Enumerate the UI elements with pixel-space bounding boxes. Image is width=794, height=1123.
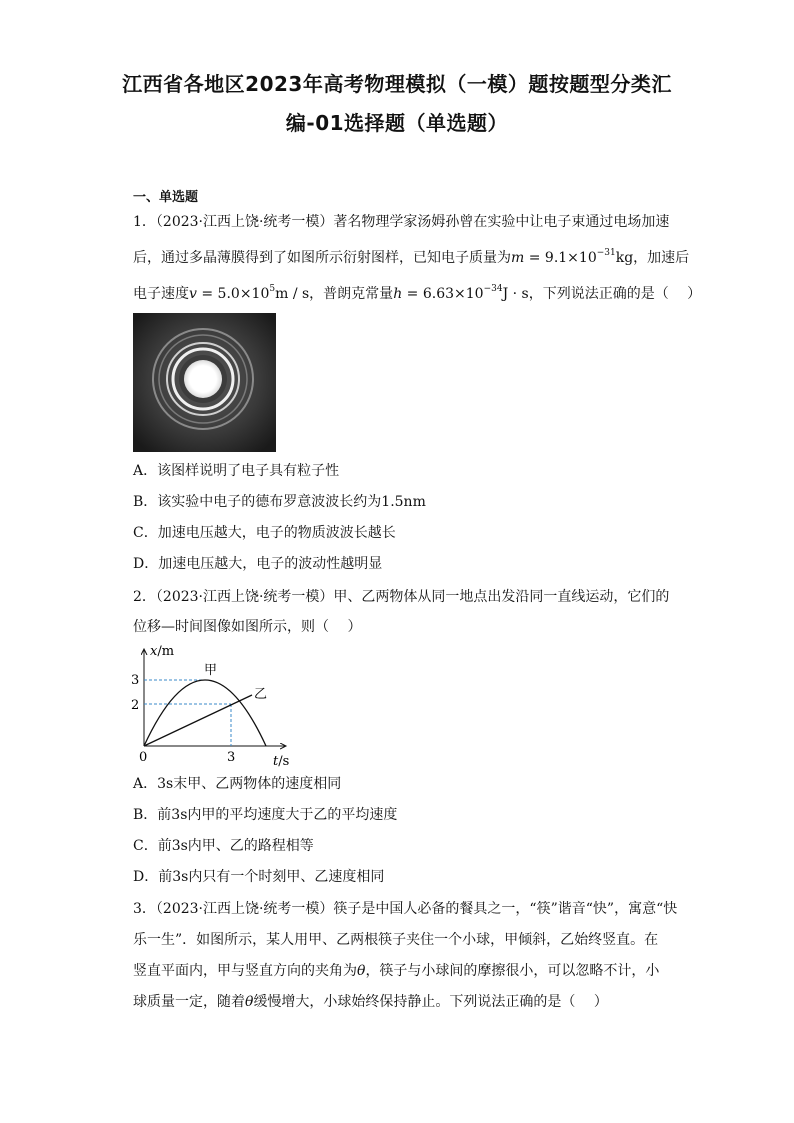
q3-text: 球质量一定，随着 [133, 994, 245, 1010]
q1-option-c: C．加速电压越大，电子的物质波波长越长 [133, 525, 396, 541]
theta-symbol: θ [357, 963, 366, 979]
planck-exponent: −34 [483, 284, 503, 294]
displacement-time-graph [130, 643, 300, 772]
q2-option-c: C．前3s内甲、乙的路程相等 [133, 838, 314, 854]
page-title-line-1: 江西省各地区2023年高考物理模拟（一模）题按题型分类汇 [122, 72, 672, 96]
curve-jia [144, 680, 266, 746]
q1-text: 后，通过多晶薄膜得到了如图所示衍射图样，已知电子质量为 [133, 250, 511, 266]
q1-stem-line-3 [133, 284, 701, 304]
q3-text: 缓慢增大，小球始终保持静止。下列说法正确的是（ ） [253, 994, 608, 1010]
q2-option-d: D．前3s内只有一个时刻甲、乙速度相同 [133, 869, 385, 885]
velocity-exponent: 5 [269, 284, 276, 294]
q3-stem-line-3 [133, 961, 659, 981]
diffraction-pattern-image [133, 313, 276, 452]
q2-option-a: A．3s末甲、乙两物体的速度相同 [133, 776, 342, 792]
q1-stem-line-2 [133, 248, 689, 268]
velocity-unit: m / s，普朗克常量 [275, 286, 394, 302]
q2-stem-line-1: 2．（2023·江西上饶·统考一模）甲、乙两物体从同一地点出发沿同一直线运动，它们的 [133, 589, 670, 605]
q1-option-d: D．加速电压越大，电子的波动性越明显 [133, 556, 383, 572]
q3-stem-line-1: 3．（2023·江西上饶·统考一模）筷子是中国人必备的餐具之一，“筷”谐音“快”，寓意“快 [133, 901, 678, 917]
mass-symbol: m [511, 250, 525, 266]
page-title-line-2: 编-01选择题（单选题） [285, 111, 509, 135]
tick-y-2: 2 [131, 698, 140, 713]
line-yi [144, 695, 252, 746]
label-yi: 乙 [254, 687, 268, 702]
mass-value: = 9.1×10 [524, 250, 597, 266]
mass-exponent: −31 [596, 248, 616, 258]
y-axis-label: x/m [150, 644, 175, 659]
theta-symbol: θ [245, 994, 254, 1010]
label-jia: 甲 [204, 663, 218, 678]
q1-option-b: B．该实验中电子的德布罗意波波长约为1.5nm [133, 494, 426, 510]
velocity-symbol: v [189, 286, 197, 302]
q2-option-b: B．前3s内甲的平均速度大于乙的平均速度 [133, 807, 398, 823]
planck-symbol: h [393, 286, 403, 302]
tick-x-3: 3 [227, 750, 236, 765]
planck-value: = 6.63×10 [402, 286, 484, 302]
x-axis-label: t/s [273, 754, 290, 768]
tick-y-3: 3 [131, 673, 140, 688]
q3-stem-line-4 [133, 992, 608, 1012]
mass-unit: kg，加速后 [615, 250, 690, 266]
q3-text: 竖直平面内，甲与竖直方向的夹角为 [133, 963, 357, 979]
q2-stem-line-2: 位移—时间图像如图所示，则（ ） [133, 619, 362, 635]
planck-unit: J · s，下列说法正确的是（ ） [502, 286, 702, 302]
section-title: 一、单选题 [133, 190, 199, 205]
q3-text: ，筷子与小球间的摩擦很小，可以忽略不计，小 [365, 963, 660, 979]
q3-stem-line-2: 乐一生”．如图所示，某人用甲、乙两根筷子夹住一个小球，甲倾斜，乙始终竖直。在 [133, 932, 659, 948]
q1-text: 电子速度 [133, 286, 189, 302]
q1-option-a: A．该图样说明了电子具有粒子性 [133, 463, 340, 479]
origin-label: 0 [139, 750, 148, 765]
q1-stem-line-1: 1．（2023·江西上饶·统考一模）著名物理学家汤姆孙曾在实验中让电子束通过电场加速 [133, 214, 670, 230]
velocity-value: = 5.0×10 [196, 286, 270, 302]
